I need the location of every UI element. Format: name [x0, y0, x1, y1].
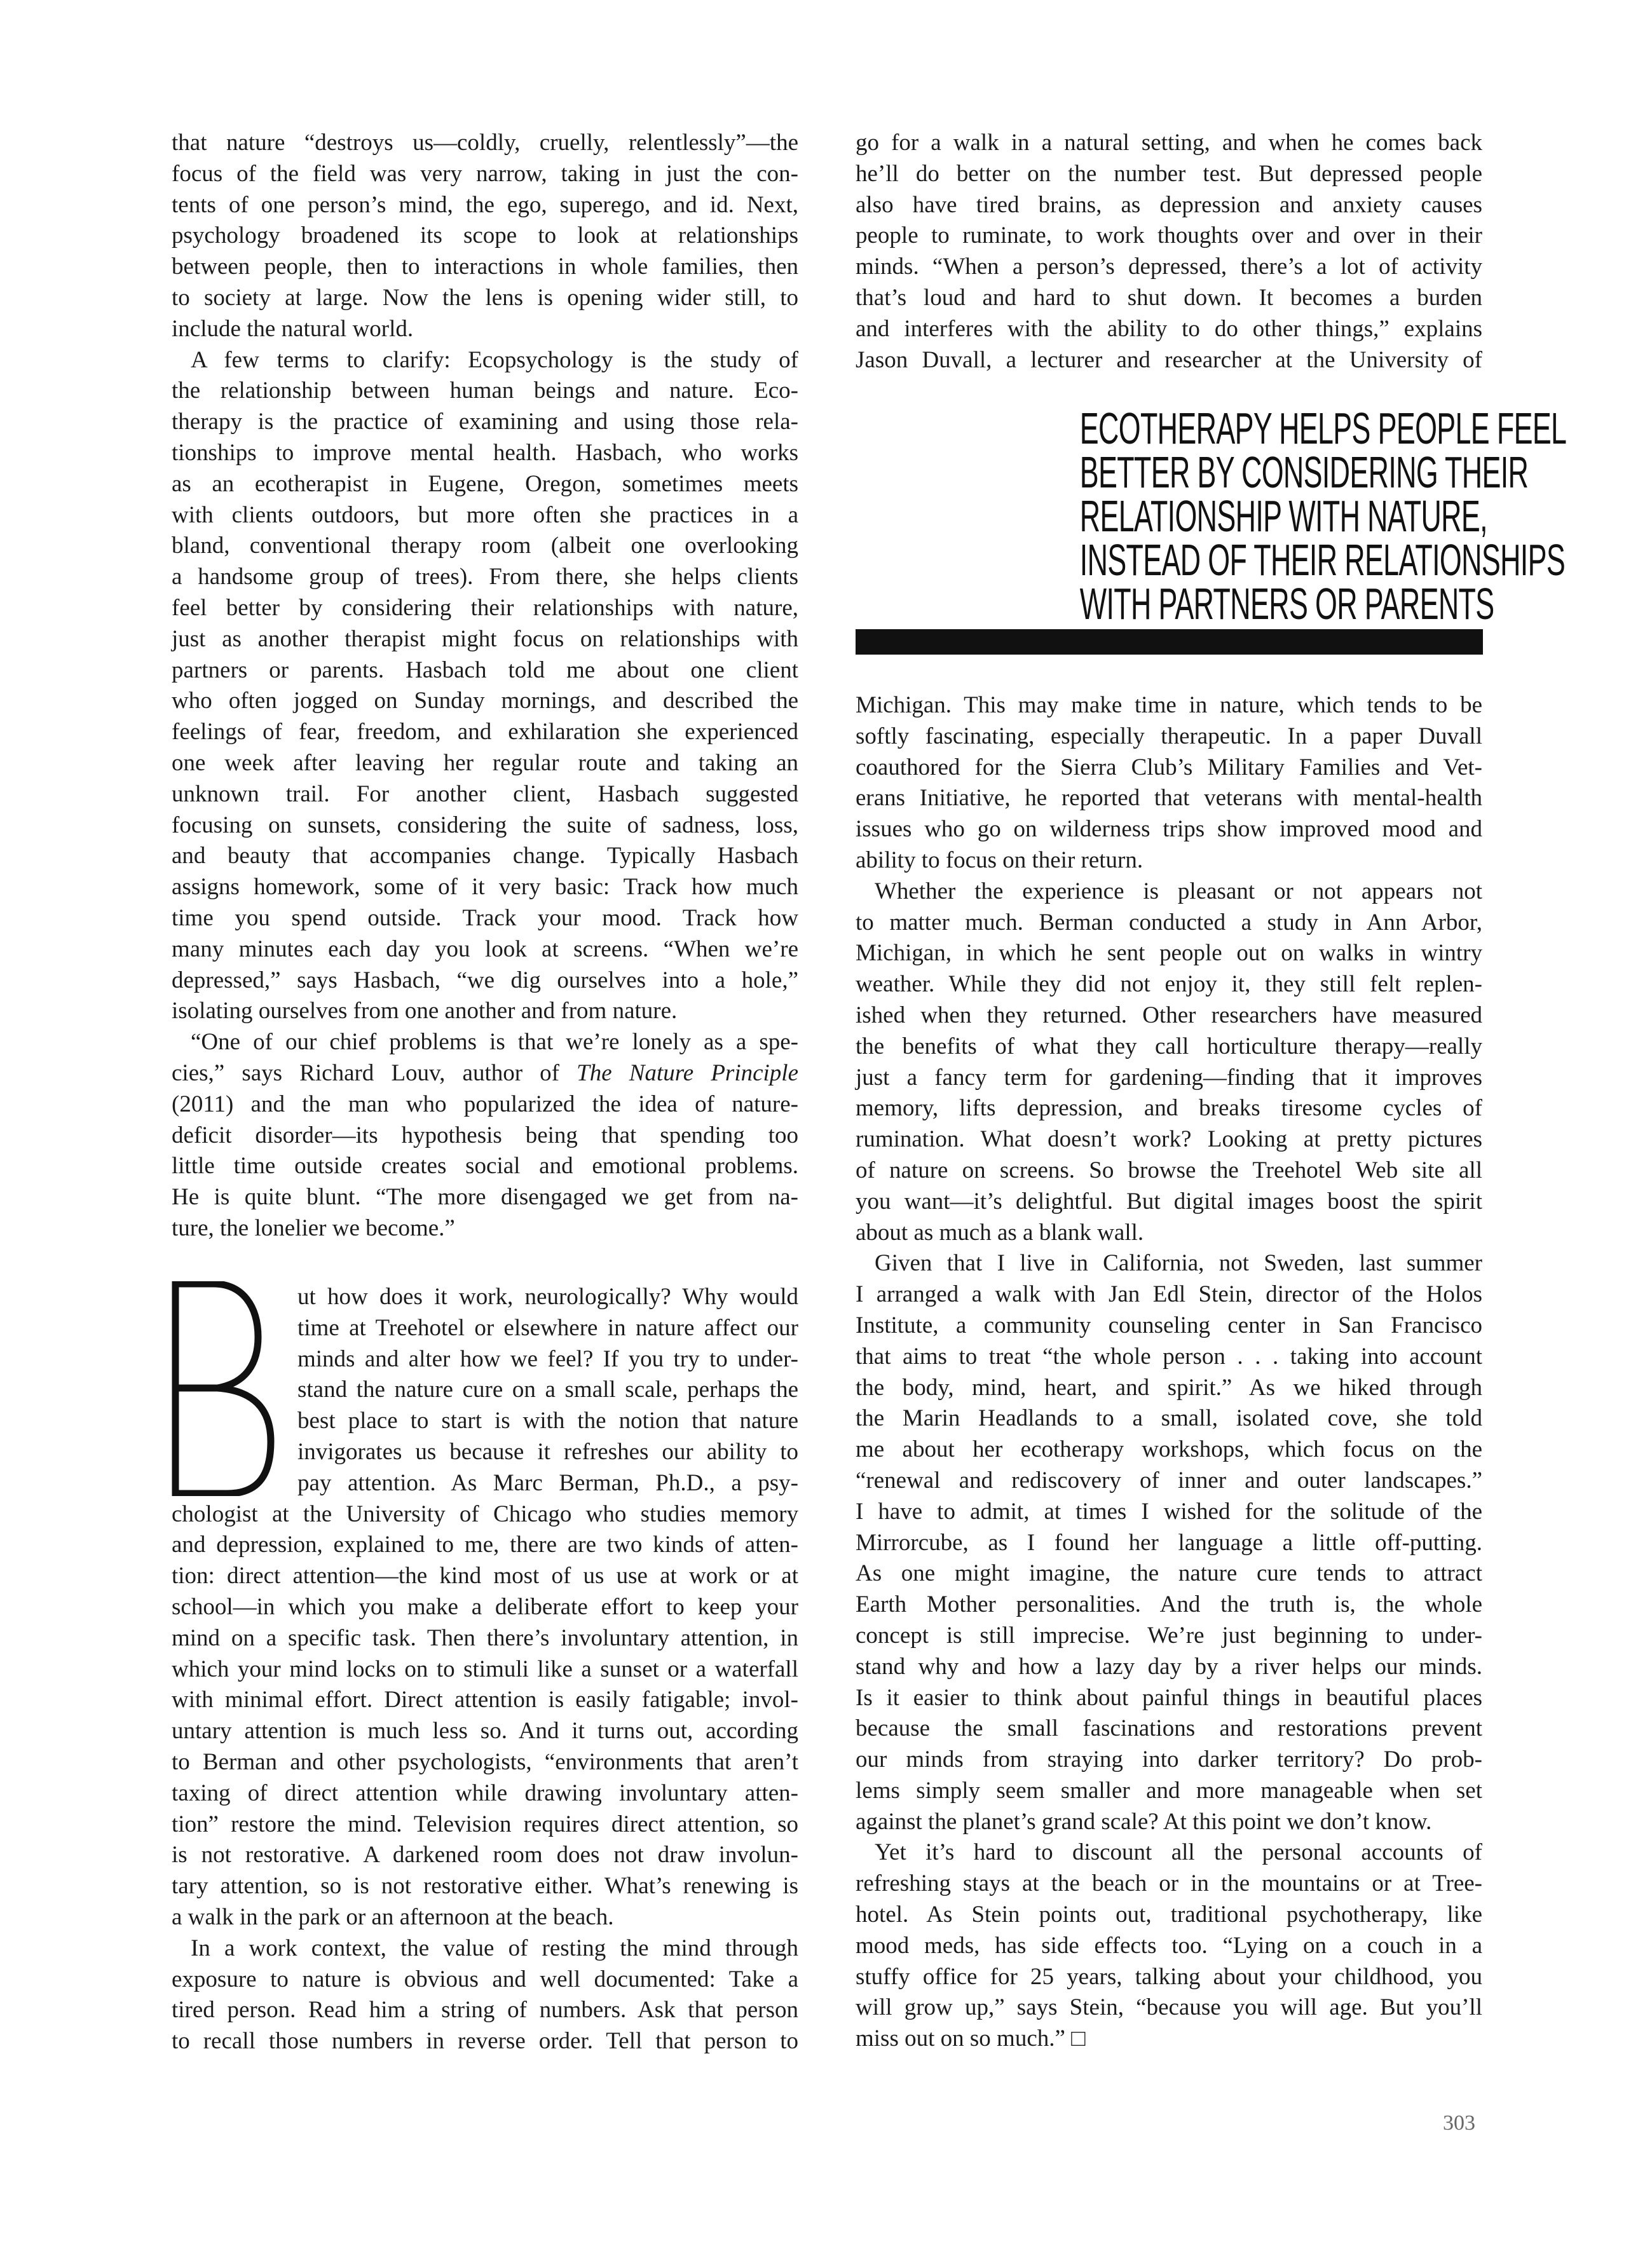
text-line: feelings of fear, freedom, and exhilaration she experienced: [172, 719, 798, 745]
text-line: one week after leaving her regular route and taking an: [172, 749, 798, 776]
text-line: between people, then to interactions in whole families, then: [172, 254, 798, 280]
paragraph: [856, 1248, 1482, 1837]
text-line: memory, lifts depression, and breaks tiresome cycles of: [856, 1095, 1482, 1122]
text-line: erans Initiative, he reported that veterans with mental-health: [856, 785, 1482, 812]
text-line: miss out on so much.” □: [856, 2025, 1086, 2052]
text-line: tents of one person’s mind, the ego, superego, and id. Next,: [172, 191, 798, 218]
text-line: issues who go on wilderness trips show improved mood and: [856, 816, 1482, 843]
text-line: to matter much. Berman conducted a study in Ann Arbor,: [856, 909, 1482, 936]
text-line: and depression, explained to me, there are two kinds of atten-: [172, 1532, 798, 1558]
text-line: mind on a specific task. Then there’s involuntary attention, in: [172, 1624, 798, 1651]
pull-quote-line: WITH PARTNERS OR PARENTS: [1079, 579, 1494, 629]
text-line: and interferes with the ability to do other things,” explains: [856, 315, 1482, 342]
text-line: I arranged a walk with Jan Edl Stein, director of the Holos: [856, 1281, 1482, 1308]
text-line: time you spend outside. Track your mood. Track how: [172, 904, 798, 931]
text-line: just as another therapist might focus on relationships with: [172, 625, 798, 652]
text-line: a walk in the park or an afternoon at the beach.: [172, 1903, 614, 1930]
text-line: feel better by considering their relationships with nature,: [172, 594, 798, 621]
text-line: A few terms to clarify: Ecopsychology is the study of: [191, 346, 798, 373]
paragraph: [856, 128, 1482, 376]
text-line: also have tired brains, as depression and anxiety causes: [856, 191, 1482, 218]
text-line: stand the nature cure on a small scale, perhaps the: [297, 1377, 798, 1403]
text-line: mood meds, has side effects too. “Lying on a couch in a: [856, 1932, 1482, 1959]
text-line: focusing on sunsets, considering the suite of sadness, loss,: [172, 812, 798, 838]
text-line: “One of our chief problems is that we’re lonely as a spe-: [191, 1029, 798, 1056]
text-line: partners or parents. Hasbach told me about one client: [172, 657, 798, 683]
text-line: tion: direct attention—the kind most of us use at work or at: [172, 1563, 798, 1589]
text-line: the benefits of what they call horticulture therapy—really: [856, 1033, 1482, 1059]
text-line: coauthored for the Sierra Club’s Military Families and Vet-: [856, 754, 1482, 780]
text-line: who often jogged on Sunday mornings, and described the: [172, 688, 798, 714]
text-line: Is it easier to think about painful things in beautiful places: [856, 1684, 1482, 1711]
text-line: against the planet’s grand scale? At this point we don’t know.: [856, 1808, 1432, 1835]
text-line: rumination. What doesn’t work? Looking at pretty pictures: [856, 1126, 1482, 1153]
text-line: the body, mind, heart, and spirit.” As we hiked through: [856, 1374, 1482, 1401]
paragraph: [172, 345, 798, 1028]
text-line: is not restorative. A darkened room does not draw involun-: [172, 1842, 798, 1868]
text-line: Jason Duvall, a lecturer and researcher at the University of: [856, 346, 1482, 373]
right-text-block-1: [856, 128, 1482, 376]
text-line: untary attention is much less so. And it turns out, according: [172, 1718, 798, 1745]
text-line: In a work context, the value of resting the mind through: [191, 1935, 798, 1961]
paragraph: [172, 1933, 798, 2057]
text-line: chologist at the University of Chicago who studies memory: [172, 1501, 798, 1527]
text-line: minds and alter how we feel? If you try to under-: [297, 1345, 798, 1372]
text-line: Michigan, in which he sent people out on walks in wintry: [856, 940, 1482, 967]
text-line: deficit disorder—its hypothesis being that spending too: [172, 1122, 798, 1148]
pull-quote-line: BETTER BY CONSIDERING THEIR: [1079, 447, 1529, 497]
text-line: Given that I live in California, not Sweden, last summer: [875, 1250, 1482, 1277]
text-line: a handsome group of trees). From there, she helps clients: [172, 564, 798, 590]
text-line: with minimal effort. Direct attention is easily fatigable; invol-: [172, 1687, 798, 1713]
text-line: school—in which you make a deliberate effort to keep your: [172, 1593, 798, 1620]
text-line: I have to admit, at times I wished for the solitude of the: [856, 1498, 1482, 1525]
text-line: exposure to nature is obvious and well documented: Take a: [172, 1966, 798, 1992]
text-line: focus of the field was very narrow, taking in just the con-: [172, 160, 798, 187]
text-line: that nature “destroys us—coldly, cruelly, relentlessly”—the: [172, 130, 798, 156]
text-line: as an ecotherapist in Eugene, Oregon, sometimes meets: [172, 470, 798, 497]
pull-quote-line: RELATIONSHIP WITH NATURE,: [1079, 491, 1487, 541]
text-line: that’s loud and hard to shut down. It becomes a burden: [856, 284, 1482, 311]
text-line: will grow up,” says Stein, “because you will age. But you’ll: [856, 1994, 1482, 2021]
text-line: weather. While they did not enjoy it, they still felt replen-: [856, 971, 1482, 998]
text-line: people to ruminate, to work thoughts over and over in their: [856, 222, 1482, 249]
text-line: hotel. As Stein points out, traditional psychotherapy, like: [856, 1902, 1482, 1928]
text-line: because the small fascinations and restorations prevent: [856, 1715, 1482, 1742]
text-line: assigns homework, some of it very basic: Track how much: [172, 874, 798, 901]
paragraph: [856, 876, 1482, 1249]
text-line: of nature on screens. So browse the Treehotel Web site all: [856, 1157, 1482, 1183]
text-line: Earth Mother personalities. And the truth is, the whole: [856, 1591, 1482, 1618]
text-line: pay attention. As Marc Berman, Ph.D., a psy-: [297, 1469, 798, 1496]
text-line: just a fancy term for gardening—finding that it improves: [856, 1064, 1482, 1091]
text-line: with clients outdoors, but more often she practices in a: [172, 501, 798, 528]
right-text-block-2: [856, 690, 1482, 2055]
text-line: to recall those numbers in reverse order. Tell that person to: [172, 2028, 798, 2055]
left-text-block-1: [172, 128, 798, 1244]
text-line: refreshing stays at the beach or in the mountains or at Tree-: [856, 1870, 1482, 1897]
text-line: therapy is the practice of examining and using those rela-: [172, 409, 798, 435]
text-line: little time outside creates social and emotional problems.: [172, 1153, 798, 1180]
text-line: ture, the lonelier we become.”: [172, 1215, 455, 1241]
text-line: “renewal and rediscovery of inner and outer landscapes.”: [856, 1467, 1482, 1494]
text-line: go for a walk in a natural setting, and when he comes back: [856, 130, 1482, 156]
text-line: to society at large. Now the lens is opening wider still, to: [172, 284, 798, 311]
text-line: to Berman and other psychologists, “environments that aren’t: [172, 1748, 798, 1775]
text-line: bland, conventional therapy room (albeit one overlooking: [172, 533, 798, 559]
text-line: taxing of direct attention while drawing involuntary atten-: [172, 1780, 798, 1806]
text-line: stand why and how a lazy day by a river helps our minds.: [856, 1653, 1482, 1680]
text-line: Institute, a community counseling center in San Francisco: [856, 1312, 1482, 1338]
text-line: Michigan. This may make time in nature, which tends to be: [856, 692, 1482, 718]
text-line: softly fascinating, especially therapeutic. In a paper Duvall: [856, 723, 1482, 749]
paragraph: [172, 1027, 798, 1244]
text-line: the relationship between human beings and nature. Eco-: [172, 378, 798, 404]
text-line: Whether the experience is pleasant or not appears not: [875, 878, 1482, 904]
text-line: lems simply seem smaller and more manageable when set: [856, 1777, 1482, 1804]
text-line: our minds from straying into darker territory? Do prob-: [856, 1746, 1482, 1773]
text-line: ut how does it work, neurologically? Why would: [297, 1284, 798, 1310]
text-line: me about her ecotherapy workshops, which focus on the: [856, 1436, 1482, 1463]
text-line: Mirrorcube, as I found her language a little off-putting.: [856, 1529, 1482, 1556]
pull-quote-line: INSTEAD OF THEIR RELATIONSHIPS: [1079, 535, 1566, 585]
text-line: tionships to improve mental health. Hasbach, who works: [172, 439, 798, 466]
text-line: tired person. Read him a string of numbers. Ask that person: [172, 1997, 798, 2024]
text-line: about as much as a blank wall.: [856, 1219, 1144, 1246]
pull-quote-rule-bar: [856, 629, 1483, 655]
page-number: 303: [1443, 2111, 1475, 2135]
text-line: isolating ourselves from one another and from nature.: [172, 998, 678, 1024]
text-line: best place to start is with the notion that nature: [297, 1408, 798, 1434]
pull-quote-line: ECOTHERAPY HELPS PEOPLE FEEL: [1079, 404, 1567, 453]
text-line: minds. “When a person’s depressed, there’s a lot of activity: [856, 254, 1482, 280]
text-line: concept is still imprecise. We’re just beginning to under-: [856, 1622, 1482, 1649]
text-line: the Marin Headlands to a small, isolated cove, she told: [856, 1405, 1482, 1432]
paragraph: [856, 690, 1482, 876]
text-line: that aims to treat “the whole person . . . taking into account: [856, 1343, 1482, 1370]
text-line: stuffy office for 25 years, talking about your childhood, you: [856, 1963, 1482, 1990]
pull-quote: [856, 404, 1567, 629]
drop-cap-b: [172, 1281, 276, 1496]
text-line: tion” restore the mind. Television requires direct attention, so: [172, 1811, 798, 1837]
text-line: which your mind locks on to stimuli like a sunset or a waterfall: [172, 1656, 798, 1682]
text-line: Yet it’s hard to discount all the personal accounts of: [875, 1839, 1482, 1866]
text-line: and beauty that accompanies change. Typically Hasbach: [172, 843, 798, 869]
paragraph: [856, 1837, 1482, 2055]
text-line: As one might imagine, the nature cure tends to attract: [856, 1560, 1482, 1587]
text-line: ability to focus on their return.: [856, 847, 1143, 873]
text-line: invigorates us because it refreshes our ability to: [297, 1438, 798, 1465]
text-line: time at Treehotel or elsewhere in nature affect our: [297, 1314, 798, 1341]
text-line: (2011) and the man who popularized the idea of nature-: [172, 1091, 798, 1117]
text-line: unknown trail. For another client, Hasbach suggested: [172, 780, 798, 807]
paragraph: [172, 128, 798, 345]
text-line: psychology broadened its scope to look at relationships: [172, 222, 798, 249]
text-line: He is quite blunt. “The more disengaged we get from na-: [172, 1184, 798, 1211]
text-line: depressed,” says Hasbach, “we dig ourselves into a hole,”: [172, 967, 798, 993]
text-line: ished when they returned. Other researchers have measured: [856, 1002, 1482, 1028]
text-line: include the natural world.: [172, 315, 414, 342]
text-line: tary attention, so is not restorative either. What’s renewing is: [172, 1873, 798, 1900]
text-line: you want—it’s delightful. But digital images boost the spirit: [856, 1188, 1482, 1215]
text-line: many minutes each day you look at screens. “When we’re: [172, 936, 798, 962]
text-line: cies,” says Richard Louv, author of The Nature Principle: [172, 1059, 798, 1086]
text-line: he’ll do better on the number test. But depressed people: [856, 160, 1482, 187]
